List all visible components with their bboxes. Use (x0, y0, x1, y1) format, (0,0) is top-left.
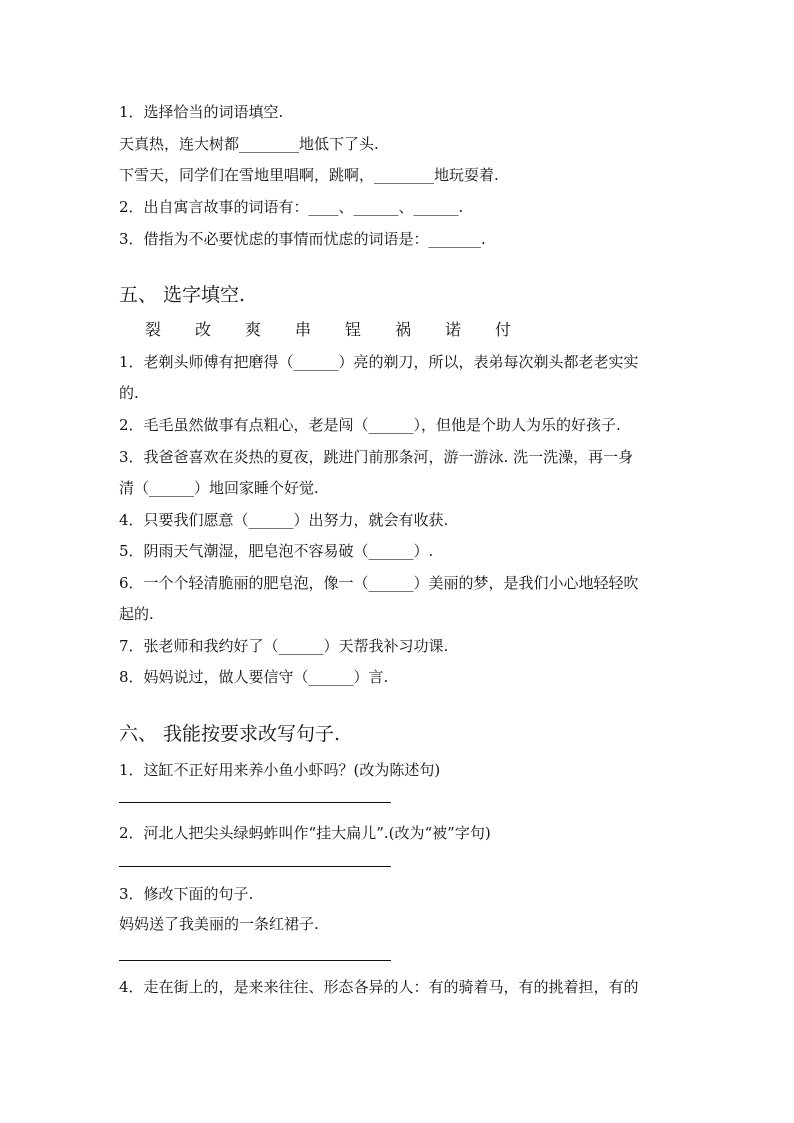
s6-item-2: 2．河北人把尖头绿蚂蚱叫作“挂大扁儿”.(改为“被”字句) (119, 824, 491, 842)
char-choice: 付 (495, 320, 512, 339)
section-5-title: 五、 选字填空. (119, 284, 246, 306)
q1-instruction: 1．选择恰当的词语填空. (119, 103, 284, 121)
char-choice: 裂 (145, 320, 162, 339)
s5-item-1-cont: 的. (119, 384, 139, 402)
char-choice: 串 (295, 320, 312, 339)
answer-line[interactable] (119, 960, 391, 961)
s5-item-7: 7．张老师和我约好了（______）天帮我补习功课. (119, 637, 449, 655)
s5-item-6-cont: 起的. (119, 605, 154, 623)
section-6-title: 六、 我能按要求改写句子. (119, 723, 341, 745)
s6-item-4: 4．走在街上的，是来来往往、形态各异的人：有的骑着马，有的挑着担，有的 (119, 978, 639, 996)
s5-item-3: 3．我爸爸喜欢在炎热的夏夜，跳进门前那条河，游一游泳. 洗一洗澡，再一身 (119, 448, 634, 466)
q1-sentence-1: 天真热，连大树都________地低下了头. (119, 135, 379, 153)
answer-line[interactable] (119, 802, 391, 803)
char-choice: 爽 (245, 320, 262, 339)
char-choice: 锃 (345, 320, 362, 339)
s5-item-4: 4．只要我们愿意（______）出努力，就会有收获. (119, 511, 449, 529)
s5-item-1: 1．老剃头师傅有把磨得（______）亮的剃刀，所以，表弟每次剃头都老老实实 (119, 353, 639, 371)
s5-item-2: 2．毛毛虽然做事有点粗心，老是闯（______），但他是个助人为乐的好孩子. (119, 416, 621, 434)
s5-item-3-cont: 清（______）地回家睡个好觉. (119, 479, 319, 497)
s6-item-3-sentence: 妈妈送了我美丽的一条红裙子. (119, 915, 319, 933)
answer-line[interactable] (119, 866, 391, 867)
s5-item-8: 8．妈妈说过，做人要信守（______）言. (119, 668, 389, 686)
char-choice: 祸 (395, 320, 412, 339)
char-choice: 改 (195, 320, 212, 339)
s5-item-5: 5．阴雨天气潮湿，肥皂泡不容易破（______）. (119, 542, 434, 560)
s6-item-3: 3．修改下面的句子. (119, 885, 254, 903)
s6-item-1: 1．这缸不正好用来养小鱼小虾吗？(改为陈述句) (119, 761, 441, 779)
char-choice: 诺 (445, 320, 462, 339)
q1-sentence-2: 下雪天，同学们在雪地里唱啊，跳啊，________地玩耍着. (119, 166, 499, 184)
character-choices (145, 320, 545, 340)
q2-fable-words: 2．出自寓言故事的词语有：____、______、______. (119, 198, 464, 216)
q3-worry-word: 3．借指为不必要忧虑的事情而忧虑的词语是：_______. (119, 230, 486, 248)
s5-item-6: 6．一个个轻清脆丽的肥皂泡，像一（______）美丽的梦，是我们小心地轻轻吹 (119, 574, 639, 592)
